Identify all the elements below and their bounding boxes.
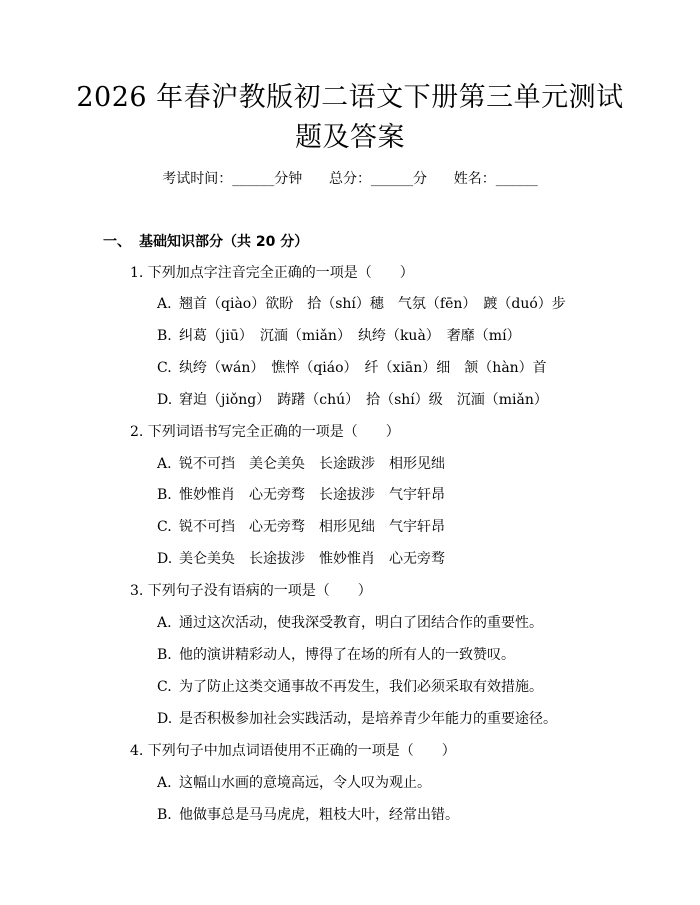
question-1-option-b <box>157 325 521 345</box>
question-4-option-b <box>157 804 459 824</box>
option-letter: B. <box>157 487 172 503</box>
question-1-option-d <box>157 389 548 409</box>
title-line-1: 2026 年春沪教版初二语文下册第三单元测试 <box>76 82 624 113</box>
question-4-option-a <box>157 772 431 792</box>
question-3-option-a <box>157 612 543 632</box>
score-label: 总分： <box>329 171 371 187</box>
time-unit: 分钟 <box>274 171 303 187</box>
title-line-2: 题及答案 <box>295 122 405 153</box>
option-letter: C. <box>157 519 172 535</box>
option-letter: A. <box>157 615 172 631</box>
score-blank: ______ <box>371 171 413 187</box>
option-text: 是否积极参加社会实践活动，是培养青少年能力的重要途径。 <box>179 711 557 727</box>
option-text: 锐不可挡 美仑美奂 长途跋涉 相形见绌 <box>179 456 445 472</box>
option-letter: C. <box>157 679 172 695</box>
option-text: 翘首（qiào）欲盼 拾（shí）穗 气氛（fēn） 踱（duó）步 <box>179 296 566 312</box>
question-3-option-c <box>157 676 543 696</box>
option-text: 纨绔（wán） 憔悴（qiáo） 纤（xiān）细 颔（hàn）首 <box>179 360 547 376</box>
option-letter: D. <box>157 711 173 727</box>
name-label: 姓名： <box>453 171 496 187</box>
question-2: 2. 下列词语书写完全正确的一项是（ ） <box>130 424 400 440</box>
question-2-option-b <box>157 484 445 504</box>
section-number: 一、 <box>103 234 131 250</box>
option-text: 纠葛（jiū） 沉湎（miǎn） 纨绔（kuà） 奢靡（mí） <box>179 328 521 344</box>
option-text: 窘迫（jiǒng） 踌躇（chú） 拾（shí）级 沉湎（miǎn） <box>179 392 548 408</box>
question-2-option-d <box>157 548 445 568</box>
option-letter: B. <box>157 647 172 663</box>
option-letter: B. <box>157 807 172 823</box>
question-4: 4. 下列句子中加点词语使用不正确的一项是（ ） <box>130 743 456 759</box>
option-letter: C. <box>157 360 172 376</box>
section-heading <box>103 231 308 251</box>
name-blank: ______ <box>495 171 538 187</box>
question-3: 3. 下列句子没有语病的一项是（ ） <box>130 583 372 599</box>
option-text: 为了防止这类交通事故不再发生，我们必须采取有效措施。 <box>179 679 543 695</box>
question-2-option-c <box>157 516 445 536</box>
option-letter: D. <box>157 551 173 567</box>
question-1: 1. 下列加点字注音完全正确的一项是（ ） <box>130 265 414 281</box>
option-letter: A. <box>157 296 172 312</box>
option-text: 这幅山水画的意境高远，令人叹为观止。 <box>179 775 431 791</box>
option-text: 锐不可挡 心无旁骛 相形见绌 气宇轩昂 <box>179 519 445 535</box>
option-letter: B. <box>157 328 172 344</box>
question-2-option-a <box>157 453 445 473</box>
option-letter: A. <box>157 775 172 791</box>
option-letter: D. <box>157 392 173 408</box>
exam-meta <box>0 168 700 188</box>
option-text: 他做事总是马马虎虎，粗枝大叶，经常出错。 <box>179 807 459 823</box>
question-1-option-c <box>157 357 547 377</box>
time-blank: ______ <box>232 171 275 187</box>
score-unit: 分 <box>413 171 427 187</box>
question-3-option-b <box>157 644 515 664</box>
question-1-option-a <box>157 293 566 313</box>
option-letter: A. <box>157 456 172 472</box>
option-text: 惟妙惟肖 心无旁骛 长途拔涉 气宇轩昂 <box>179 487 445 503</box>
option-text: 他的演讲精彩动人，博得了在场的所有人的一致赞叹。 <box>179 647 515 663</box>
section-title: 基础知识部分（共 20 分） <box>139 234 309 250</box>
time-label: 考试时间： <box>162 171 233 187</box>
page-title <box>60 78 640 158</box>
question-3-option-d <box>157 708 557 728</box>
option-text: 通过这次活动，使我深受教育，明白了团结合作的重要性。 <box>179 615 543 631</box>
option-text: 美仑美奂 长途拔涉 惟妙惟肖 心无旁骛 <box>179 551 445 567</box>
